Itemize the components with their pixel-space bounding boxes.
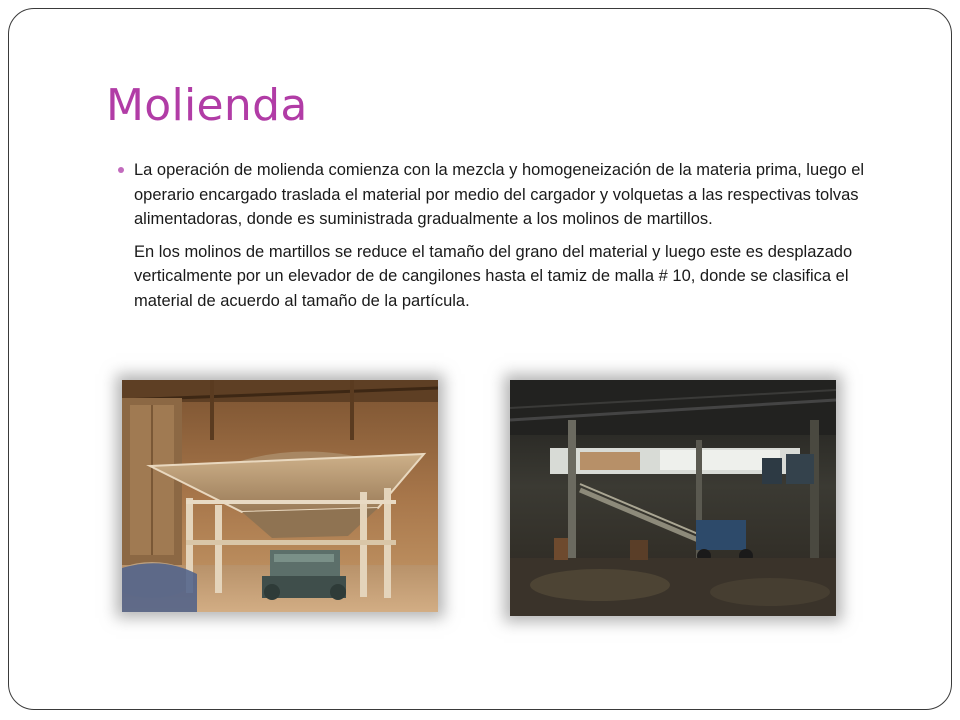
bullet-icon bbox=[118, 167, 124, 173]
body-paragraph: En los molinos de martillos se reduce el tamaño del grano del material y luego este es desplazado verticalmente por un elevador de de cangilones hasta el tamiz de malla # 10, donde se clasifica el material de acuerdo al tamaño de la partícula. bbox=[134, 242, 853, 310]
bullet-text: La operación de molienda comienza con la mezcla y homogeneización de la materia prima, luego el operario encargado traslada el material por medio del cargador y volquetas a las respectivas tolvas alimentadoras, donde es suministrada gradualmente a los molinos de martillos. bbox=[134, 161, 865, 228]
factory-interior-photo bbox=[510, 380, 836, 616]
slide-body bbox=[118, 158, 898, 313]
slide-title: Molienda bbox=[106, 80, 308, 131]
hopper-feeder-photo bbox=[122, 380, 438, 612]
bullet-paragraph bbox=[118, 158, 898, 232]
